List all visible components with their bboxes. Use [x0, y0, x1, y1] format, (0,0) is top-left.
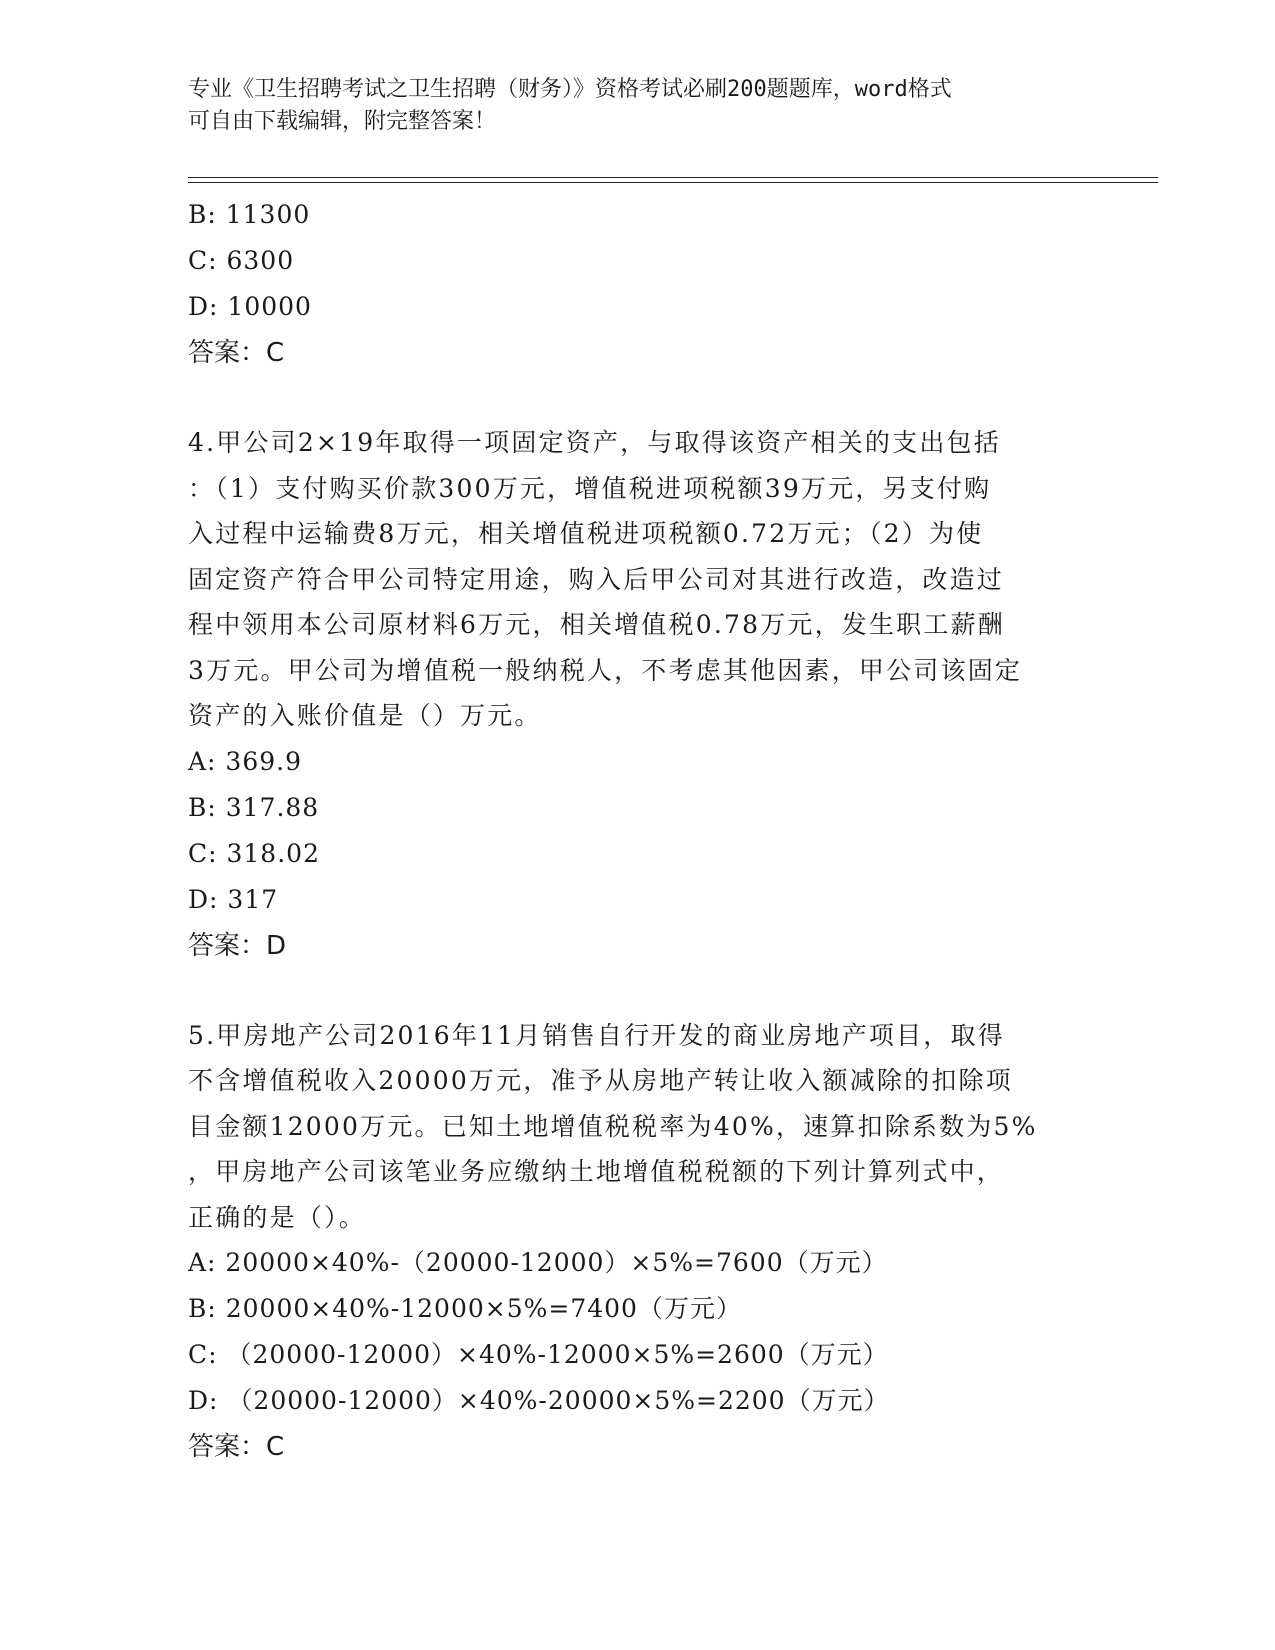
header-line-2: 可自由下载编辑，附完整答案！ [188, 109, 497, 134]
question-text-line: 4.甲公司2×19年取得一项固定资产，与取得该资产相关的支出包括 [188, 428, 1001, 457]
question-text-line: 5.甲房地产公司2016年11月销售自行开发的商业房地产项目，取得 [188, 1020, 1005, 1050]
option-d: D: （20000-12000）×40%-20000×5%=2200（万元） [188, 1386, 890, 1415]
question-text-line: ：（1）支付购买价款300万元，增值税进项税额39万元，另支付购 [188, 473, 992, 503]
question-3 [188, 192, 1088, 376]
option-b: B: 11300 [188, 200, 311, 229]
question-text-line: 正确的是（）。 [188, 1202, 366, 1232]
option-b: B: 317.88 [188, 792, 320, 822]
option-a: A: 369.9 [188, 746, 302, 776]
header-divider-top [188, 177, 1158, 178]
option-c: C: （20000-12000）×40%-12000×5%=2600（万元） [188, 1340, 889, 1369]
question-text-line: 目金额12000万元。已知土地增值税税率为40%，速算扣除系数为5% [188, 1111, 1038, 1141]
question-text-line: 程中领用本公司原材料6万元，相关增值税0.78万元，发生职工薪酬 [188, 610, 1005, 639]
spacer [188, 969, 1088, 1013]
option-a: A: 20000×40%-（20000-12000）×5%=7600（万元） [188, 1248, 888, 1277]
header-line-1: 专业《卫生招聘考试之卫生招聘（财务）》资格考试必刷200题题库，word格式 [188, 77, 952, 102]
question-text-line: 入过程中运输费8万元，相关增值税进项税额0.72万元；（2）为使 [188, 519, 984, 548]
option-b: B: 20000×40%-12000×5%=7400（万元） [188, 1294, 742, 1323]
option-c: C: 318.02 [188, 838, 320, 868]
header-divider-bottom [188, 182, 1158, 183]
document-body [188, 192, 1088, 1470]
option-d: D: 10000 [188, 292, 312, 321]
question-text-line: 固定资产符合甲公司特定用途，购入后甲公司对其进行改造，改造过 [188, 564, 1005, 594]
option-d: D: 317 [188, 884, 279, 914]
question-text-line: ，甲房地产公司该笔业务应缴纳土地增值税税额的下列计算列式中， [188, 1157, 1005, 1186]
option-c: C: 6300 [188, 246, 295, 275]
answer-line: 答案：C [188, 1432, 285, 1462]
question-5 [188, 1013, 1088, 1471]
question-text-line: 不含增值税收入20000万元，准予从房地产转让收入额减除的扣除项 [188, 1066, 1013, 1095]
question-text-line: 3万元。甲公司为增值税一般纳税人，不考虑其他因素，甲公司该固定 [188, 655, 1023, 685]
document-header [188, 74, 1068, 138]
answer-line: 答案：C [188, 338, 285, 368]
question-4 [188, 420, 1088, 969]
question-text-line: 资产的入账价值是（）万元。 [188, 701, 542, 730]
spacer [188, 376, 1088, 420]
answer-line: 答案：D [188, 930, 287, 961]
